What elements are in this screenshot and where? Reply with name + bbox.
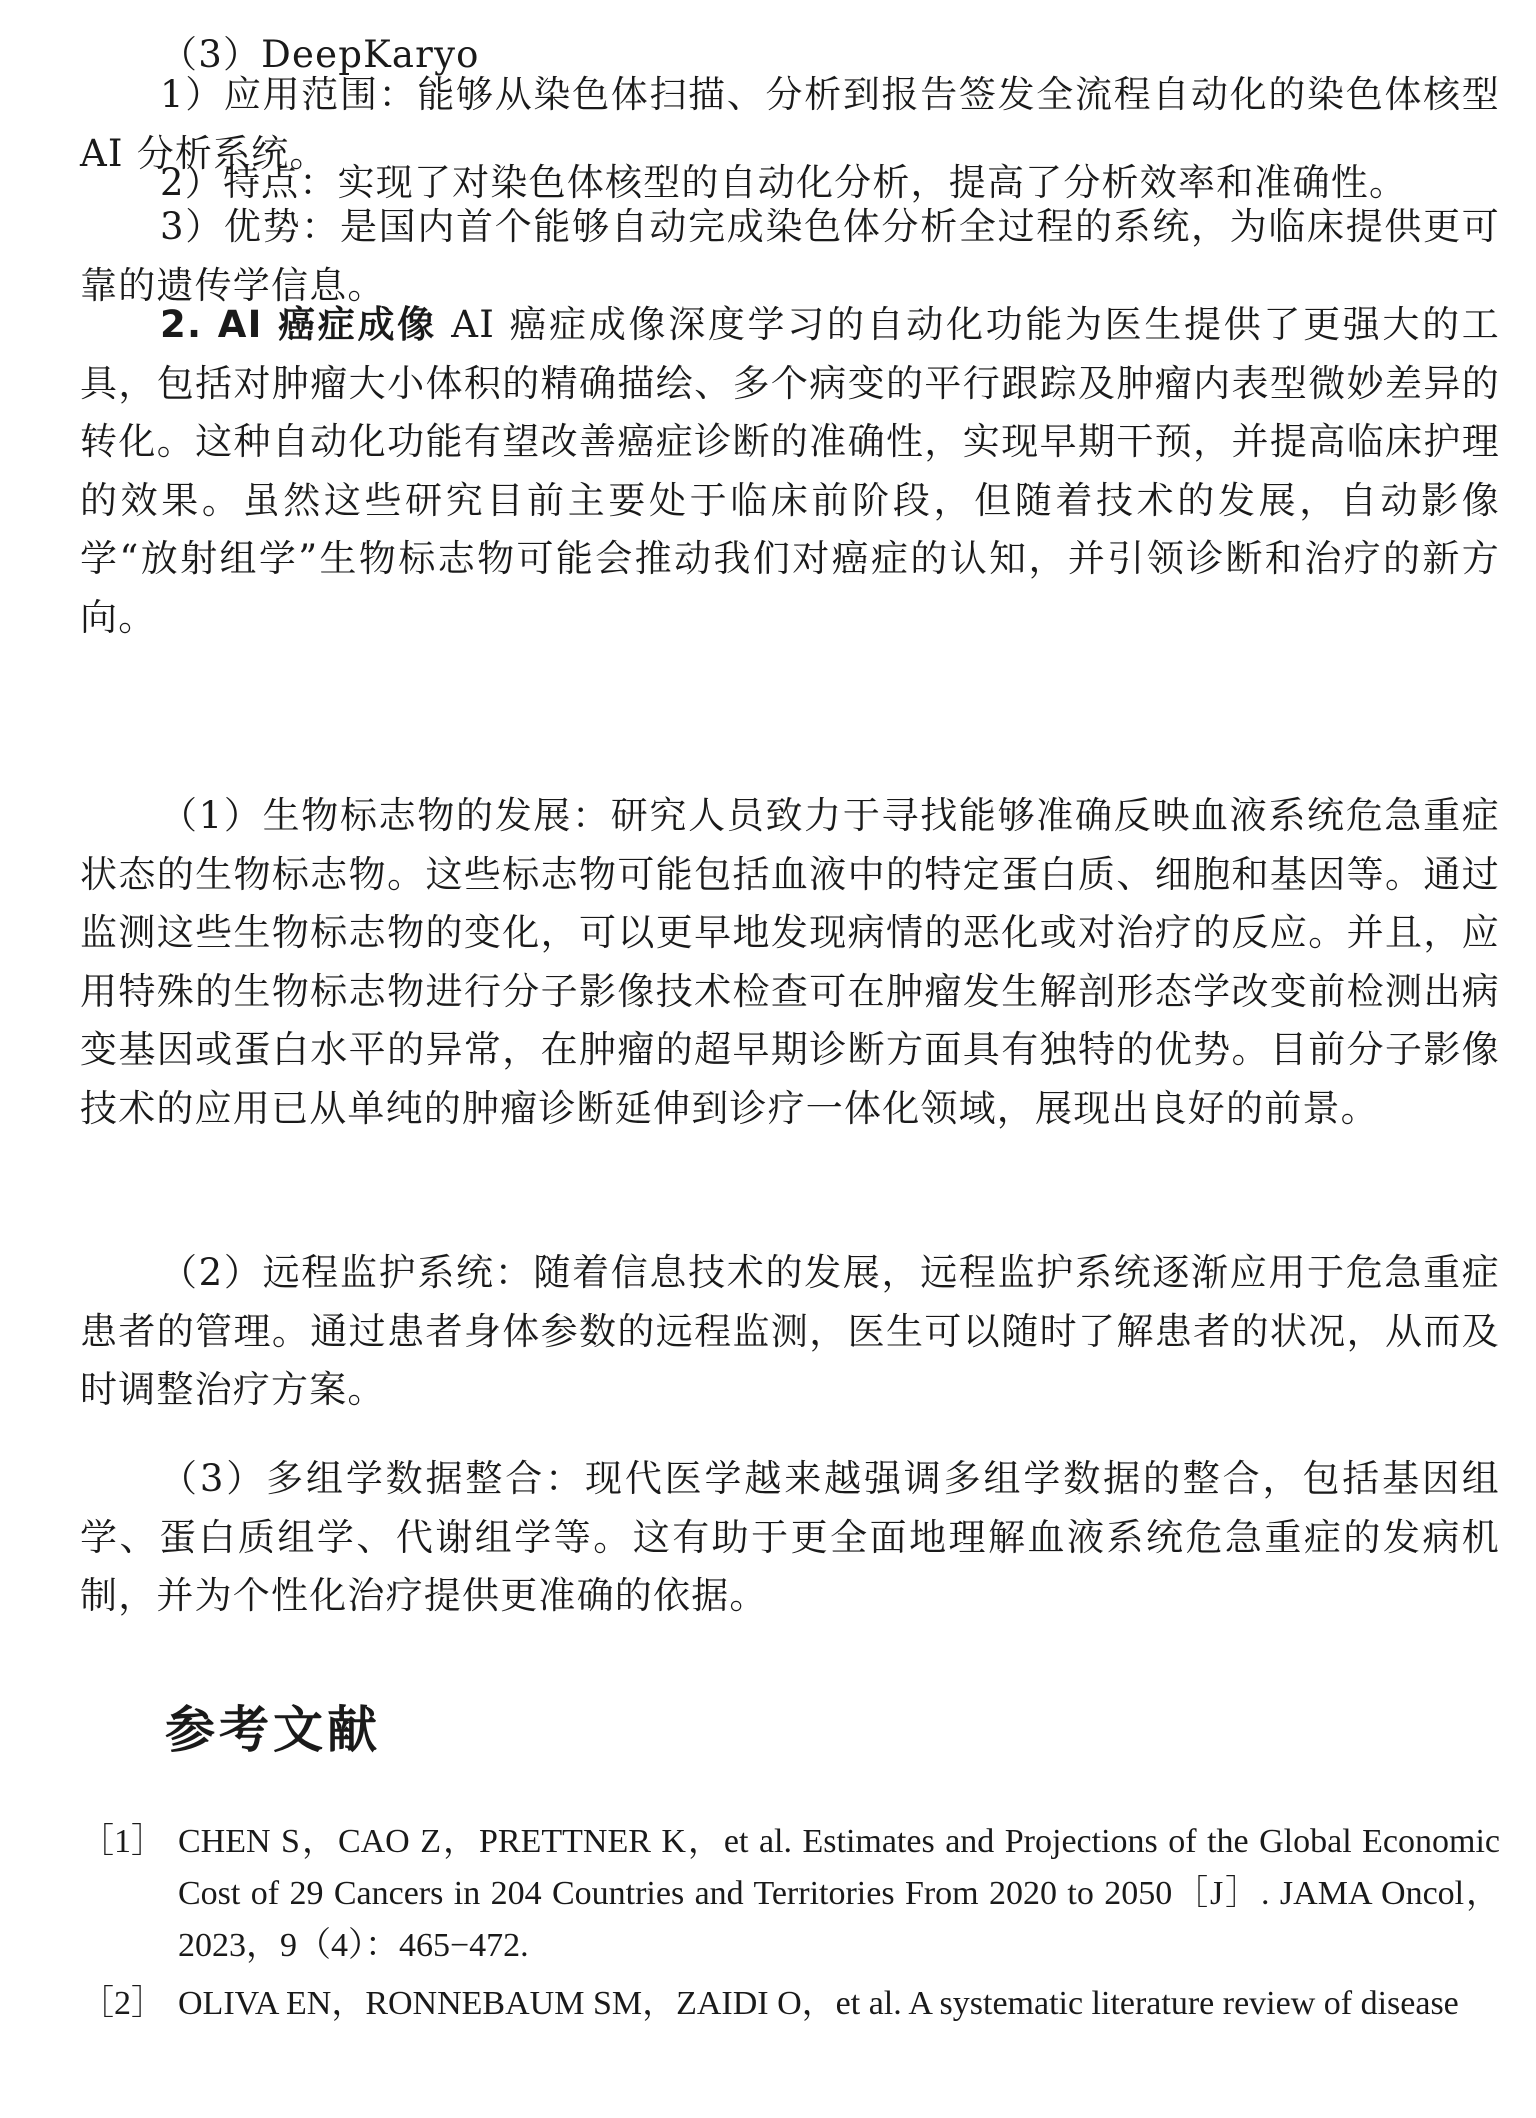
paragraph-text: （2）远程监护系统：随着信息技术的发展，远程监护系统逐渐应用于危急重症患者的管理。通过患者身体参数的远程监测，医生可以随时了解患者的状况，从而及时调整治疗方案。 [80,1251,1500,1411]
reference-number: ［2］ [80,1985,165,2022]
reference-text: CHEN S，CAO Z，PRETTNER K，et al. Estimates and Projections of the Global Economic Cost of 29 Cancers in 204 Countries and Territories From 2020 to 2050［J］. JAMA Oncol，2023，9（4）：465−472. [178,1823,1500,1964]
paragraph-text: 2）特点：实现了对染色体核型的自动化分析，提高了分析效率和准确性。 [160,161,1408,204]
paragraph-7 [80,1244,1500,1420]
section-heading: 2. AI 癌症成像 [160,303,437,346]
paragraph-8 [80,1450,1500,1626]
reference-number: ［1］ [80,1823,165,1860]
reference-text: OLIVA EN，RONNEBAUM SM，ZAIDI O，et al. A systematic literature review of disease [178,1985,1459,2022]
reference-2 [80,1978,1500,2030]
paragraph-text: 1）应用范围：能够从染色体扫描、分析到报告签发全流程自动化的染色体核型 AI 分析系统。 [80,73,1500,175]
paragraph-5 [80,296,1500,647]
paragraph-text: AI 癌症成像深度学习的自动化功能为医生提供了更强大的工具，包括对肿瘤大小体积的精确描绘、多个病变的平行跟踪及肿瘤内表型微妙差异的转化。这种自动化功能有望改善癌症诊断的准确性，实现早期干预，并提高临床护理的效果。虽然这些研究目前主要处于临床前阶段，但随着技术的发展，自动影像学“放射组学”生物标志物可能会推动我们对癌症的认知，并引领诊断和治疗的新方向。 [80,303,1500,639]
reference-1 [80,1816,1500,1972]
paragraph-text: （1）生物标志物的发展：研究人员致力于寻找能够准确反映血液系统危急重症状态的生物标志物。这些标志物可能包括血液中的特定蛋白质、细胞和基因等。通过监测这些生物标志物的变化，可以更早地发现病情的恶化或对治疗的反应。并且，应用特殊的生物标志物进行分子影像技术检查可在肿瘤发生解剖形态学改变前检测出病变基因或蛋白水平的异常，在肿瘤的超早期诊断方面具有独特的优势。目前分子影像技术的应用已从单纯的肿瘤诊断延伸到诊疗一体化领域，展现出良好的前景。 [80,794,1500,1130]
paragraph-text: （3）DeepKaryo [160,33,480,76]
paragraph-text: 3）优势：是国内首个能够自动完成染色体分析全过程的系统，为临床提供更可靠的遗传学信息。 [80,205,1500,307]
references-heading: 参考文献 [165,1701,381,1759]
paragraph-6 [80,787,1500,1138]
paragraph-text: （3）多组学数据整合：现代医学越来越强调多组学数据的整合，包括基因组学、蛋白质组学、代谢组学等。这有助于更全面地理解血液系统危急重症的发病机制，并为个性化治疗提供更准确的依据。 [80,1457,1500,1617]
